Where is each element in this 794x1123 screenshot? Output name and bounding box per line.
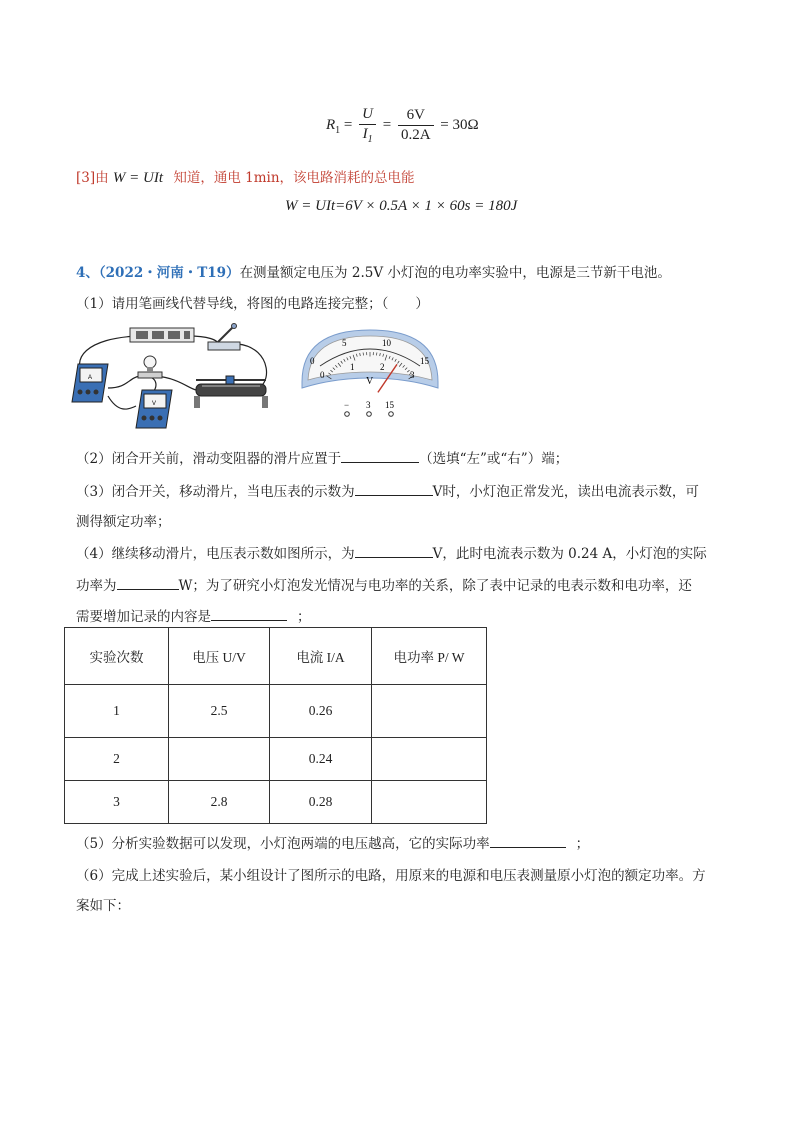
cell-power xyxy=(372,781,487,824)
lamp xyxy=(138,356,162,378)
cell-trial: 1 xyxy=(65,685,169,738)
table-row xyxy=(65,738,487,781)
item-2-text-b: （选填“左”或“右”）端； xyxy=(419,451,569,467)
step-3-marker: [3]由 xyxy=(76,170,109,186)
dial-inner-1: 1 xyxy=(350,362,355,372)
question-text: 在测量额定电压为 2.5V 小灯泡的电功率实验中，电源是三节新干电池。 xyxy=(239,265,671,281)
svg-text:V: V xyxy=(152,401,157,407)
cell-current: 0.28 xyxy=(270,781,372,824)
formula-energy: W = UIt=6V × 0.5A × 1 × 60s = 180J xyxy=(285,198,518,214)
table-row xyxy=(65,781,487,824)
cell-current: 0.26 xyxy=(270,685,372,738)
item-4 xyxy=(76,542,707,562)
terminal-15-post xyxy=(389,412,394,417)
item-4-text-b: V，此时电流表示数为 0.24 A，小灯泡的实际 xyxy=(432,546,707,562)
cell-power xyxy=(372,685,487,738)
terminal-minus-post xyxy=(345,412,350,417)
step-3-line xyxy=(76,166,415,187)
item-5-text-b: ； xyxy=(575,836,590,852)
rheostat xyxy=(194,376,268,408)
cell-trial: 2 xyxy=(65,738,169,781)
item-5 xyxy=(76,832,589,852)
fraction-denominator-sub: 1 xyxy=(367,134,373,145)
blank-4c xyxy=(211,608,287,621)
dial-inner-0: 0 xyxy=(320,370,325,380)
formula-lhs-sub: 1 xyxy=(335,124,341,136)
dial-outer-0: 0 xyxy=(310,356,315,366)
fraction-denominator-text: I xyxy=(362,126,368,142)
item-3-text-b: V时，小灯泡正常发光，读出电流表示数，可 xyxy=(432,484,699,500)
fraction-numerator: U xyxy=(359,106,376,125)
item-6-cont: 案如下： xyxy=(76,898,130,914)
fraction-values xyxy=(398,107,434,144)
blank-3 xyxy=(355,483,433,496)
item-4-text-d: W；为了研究小灯泡发光情况与电功率的关系，除了表中记录的电表示数和电功率，还 xyxy=(178,578,692,594)
question-number: 4、 xyxy=(76,265,99,281)
item-4-cont-2 xyxy=(76,605,311,625)
item-4-cont xyxy=(76,574,692,594)
dial-outer-5: 5 xyxy=(342,338,347,348)
header-trial: 实验次数 xyxy=(65,628,169,685)
item-4-text-a: （4）继续移动滑片，电压表示数如图所示，为 xyxy=(76,546,355,562)
cell-voltage: 2.8 xyxy=(169,781,270,824)
step-3-text: 知道，通电 1min，该电路消耗的总电能 xyxy=(173,170,415,186)
cell-voltage: 2.5 xyxy=(169,685,270,738)
terminal-minus: − xyxy=(344,400,350,410)
question-header xyxy=(76,261,671,281)
item-6: （6）完成上述实验后，某小组设计了图所示的电路，用原来的电源和电压表测量原小灯泡的额定功率。方 xyxy=(76,868,706,884)
item-4-text-f: ； xyxy=(297,609,311,625)
dial-inner-3: 3 xyxy=(410,370,415,380)
fraction-u-over-i xyxy=(359,106,376,145)
blank-5 xyxy=(490,835,566,848)
terminal-15: 15 xyxy=(385,400,394,410)
voltmeter xyxy=(136,390,172,428)
blank-4b xyxy=(117,577,179,590)
cell-voltage xyxy=(169,738,270,781)
item-1: （1）请用笔画线代替导线，将图的电路连接完整；（ ） xyxy=(76,296,429,312)
table-header-row xyxy=(65,628,487,685)
ammeter xyxy=(72,364,108,402)
battery-holder xyxy=(130,328,194,342)
voltmeter-dial xyxy=(296,326,444,418)
dial-inner-2: 2 xyxy=(380,362,385,372)
dial-unit: V xyxy=(366,376,374,387)
formula-resistance xyxy=(326,106,479,145)
formula-lhs: R xyxy=(326,116,336,133)
terminal-3-post xyxy=(367,412,372,417)
circuit-diagram xyxy=(68,318,288,430)
switch xyxy=(208,324,240,351)
item-4-text-e: 需要增加记录的内容是 xyxy=(76,609,211,625)
item-3-cont: 测得额定功率； xyxy=(76,514,171,530)
item-2-text-a: （2）闭合开关前，滑动变阻器的滑片应置于 xyxy=(76,451,342,467)
svg-text:A: A xyxy=(88,375,93,381)
formula-eq-2: = xyxy=(382,116,392,133)
fraction-denominator xyxy=(359,125,376,145)
question-source: （2022・河南・T19） xyxy=(98,265,240,281)
formula-eq: = xyxy=(343,116,353,133)
blank-2 xyxy=(341,450,419,463)
item-4-text-c: 功率为 xyxy=(76,578,117,594)
blank-4a xyxy=(355,545,433,558)
terminal-3: 3 xyxy=(366,400,371,410)
item-5-text-a: （5）分析实验数据可以发现，小灯泡两端的电压越高，它的实际功率 xyxy=(76,836,490,852)
dial-outer-15: 15 xyxy=(420,356,429,366)
dial-outer-10: 10 xyxy=(382,338,391,348)
header-current: 电流 I/A xyxy=(270,628,372,685)
header-voltage: 电压 U/V xyxy=(169,628,270,685)
step-3-formula: W = UIt xyxy=(112,170,164,186)
cell-current: 0.24 xyxy=(270,738,372,781)
item-3 xyxy=(76,480,699,500)
fraction-denominator-value: 0.2A xyxy=(400,127,431,143)
data-table xyxy=(64,627,487,824)
fraction-numerator-value: 6V xyxy=(398,107,434,126)
table-row xyxy=(65,685,487,738)
cell-trial: 3 xyxy=(65,781,169,824)
header-power: 电功率 P/ W xyxy=(372,628,487,685)
formula-result: = 30Ω xyxy=(440,116,479,133)
item-3-text-a: （3）闭合开关，移动滑片，当电压表的示数为 xyxy=(76,484,355,500)
item-2 xyxy=(76,447,568,467)
cell-power xyxy=(372,738,487,781)
